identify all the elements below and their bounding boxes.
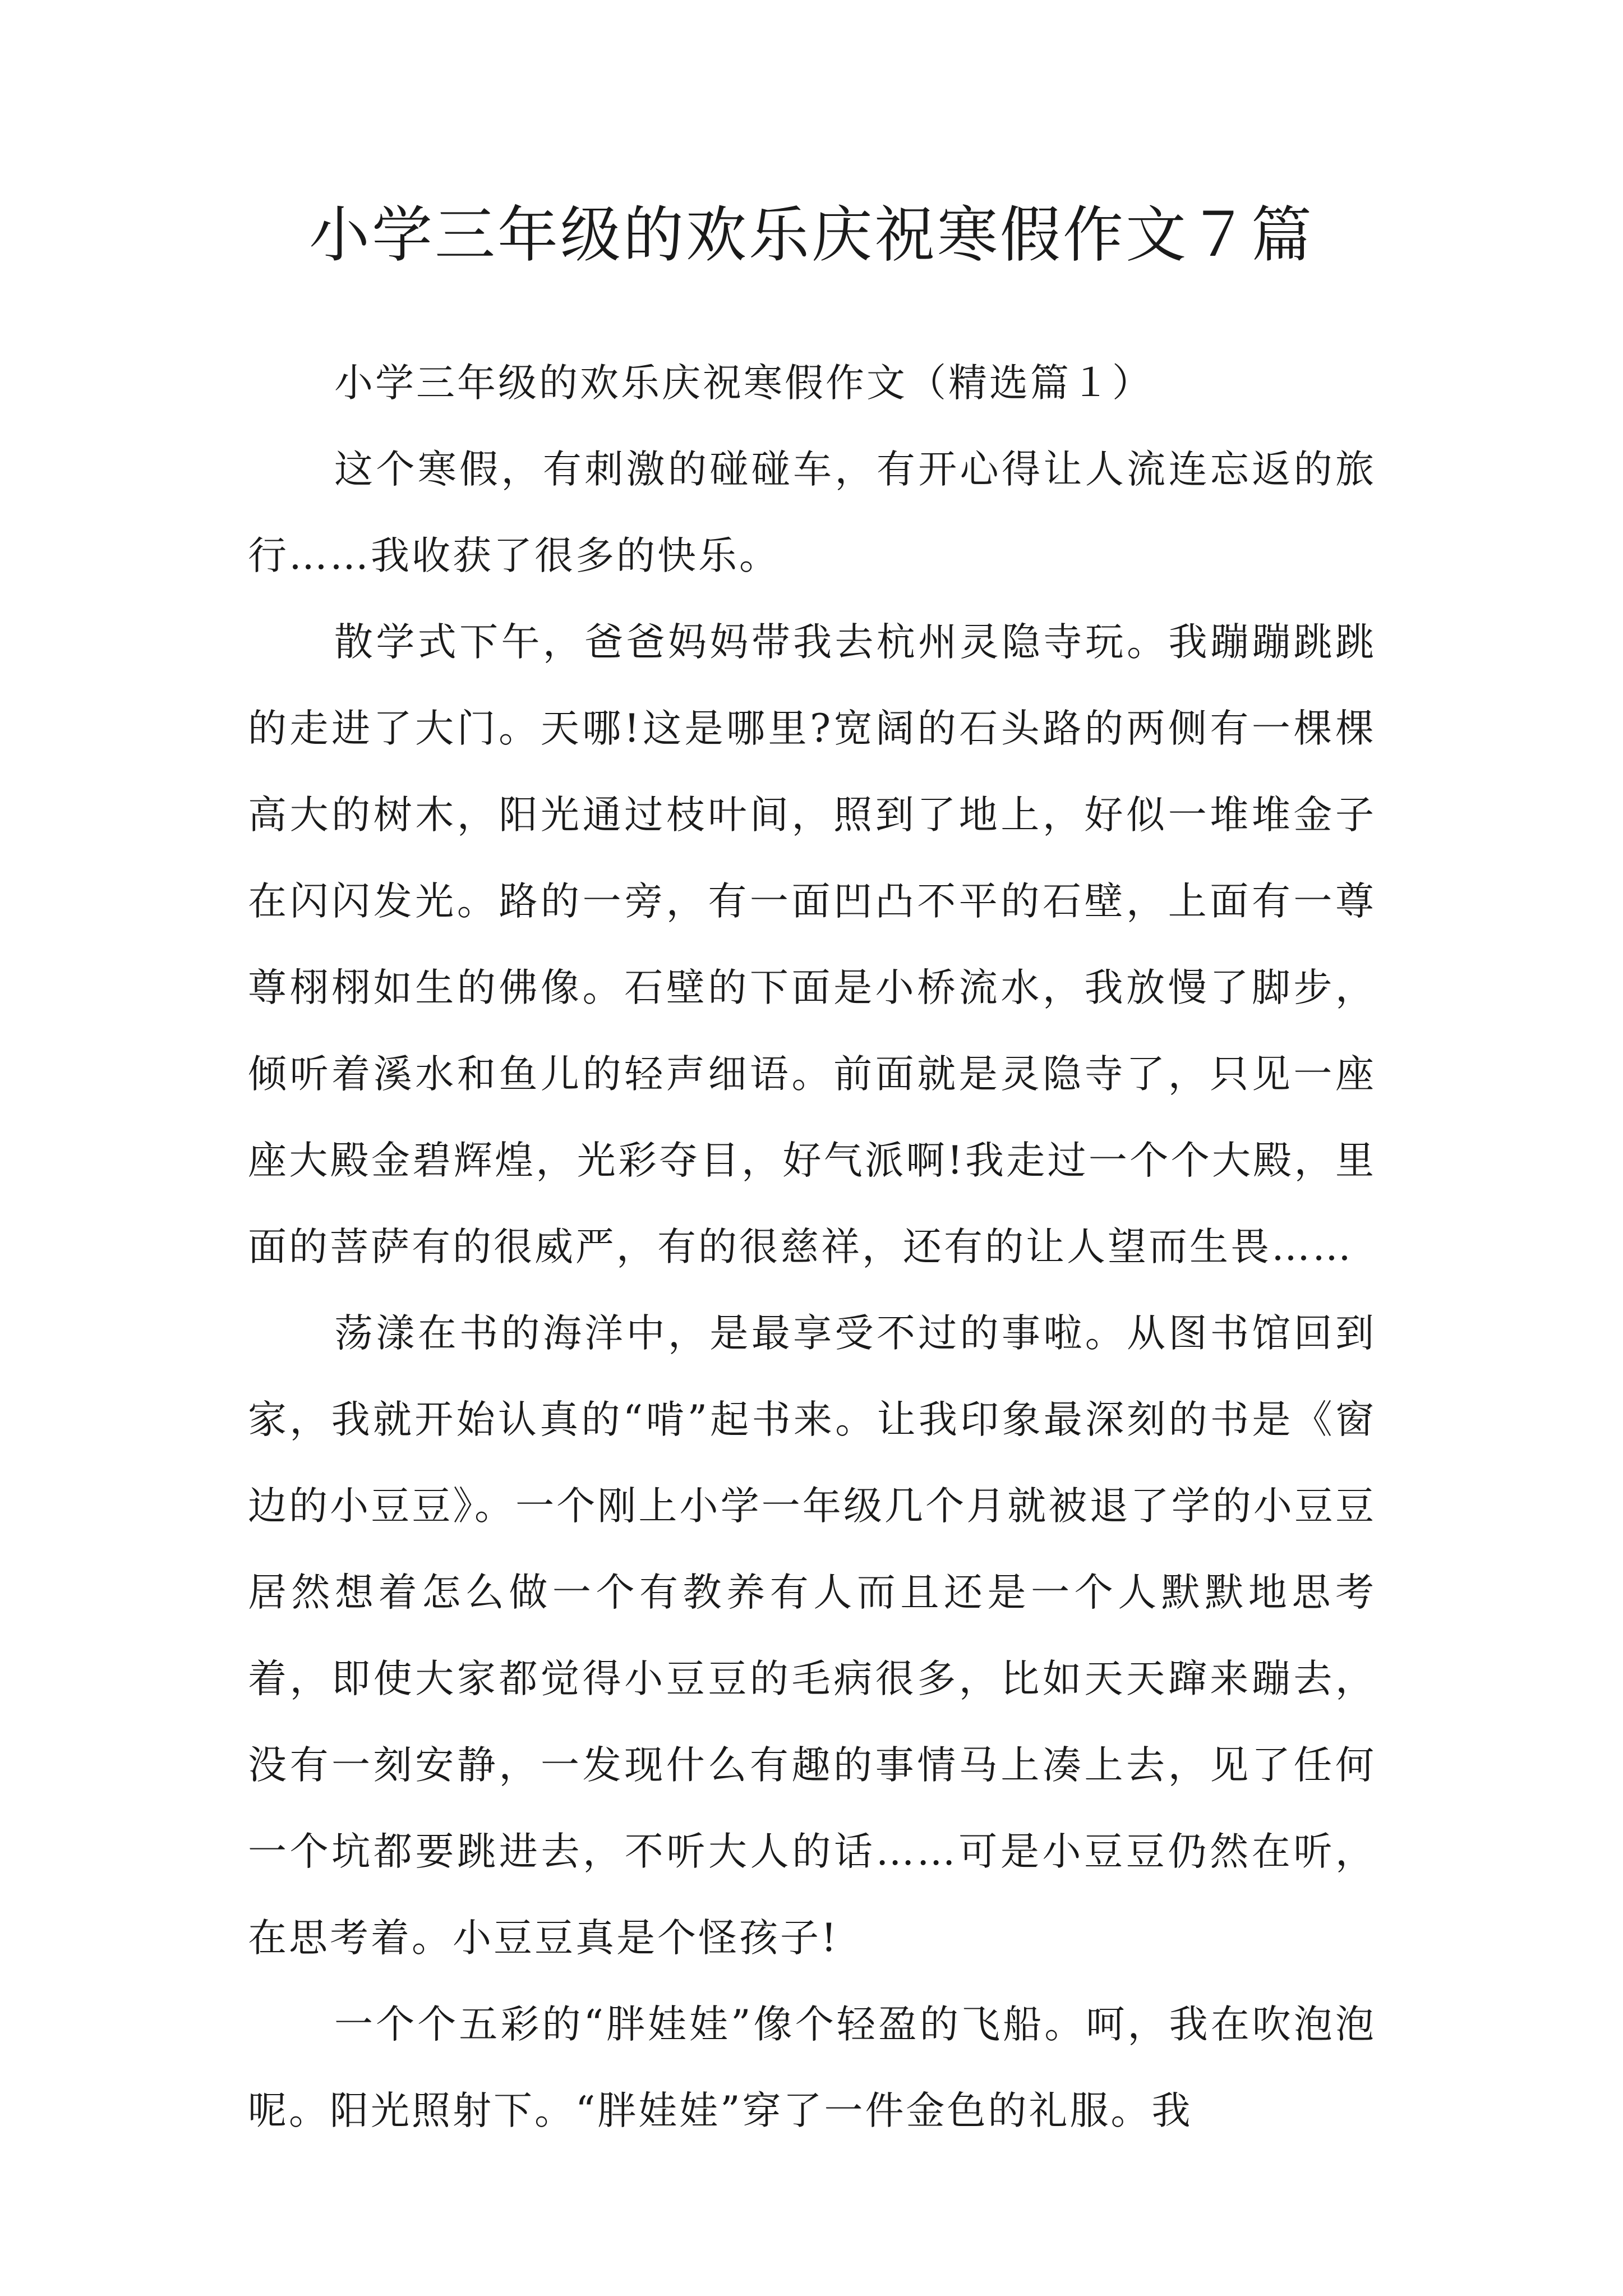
paragraph-heading: 小学三年级的欢乐庆祝寒假作文（精选篇１） [334,361,1153,406]
paragraph: 这个寒假，有刺激的碰碰车，有开心得让人流连忘返的旅行……我收获了很多的快乐。 [248,447,1376,578]
paragraph: 散学式下午，爸爸妈妈带我去杭州灵隐寺玩。我蹦蹦跳跳的走进了大门。天哪!这是哪里?宽阔的石头路的两侧有一棵棵高大的树木，阳光通过枝叶间，照到了地上，好似一堆堆金子在闪闪发光。路的一旁，有一面凹凸不平的石壁，上面有一尊尊栩栩如生的佛像。石壁的下面是小桥流水，我放慢了脚步，倾听着溪水和鱼儿的轻声细语。前面就是灵隐寺了，只见一座座大殿金碧辉煌，光彩夺目，好气派啊!我走过一个个大殿，里面的菩萨有的很威严，有的很慈祥，还有的让人望而生畏…… [248,620,1376,1269]
document-body [248,340,1376,2154]
paragraph: 荡漾在书的海洋中，是最享受不过的事啦。从图书馆回到家，我就开始认真的“啃”起书来。让我印象最深刻的书是《窗边的小豆豆》。一个刚上小学一年级几个月就被退了学的小豆豆居然想着怎么做一个有教养有人而且还是一个人默默地思考着，即使大家都觉得小豆豆的毛病很多，比如天天蹿来蹦去，没有一刻安静，一发现什么有趣的事情马上凑上去，见了任何一个坑都要跳进去，不听大人的话……可是小豆豆仍然在听，在思考着。小豆豆真是个怪孩子! [248,1311,1376,1961]
paragraph: 一个个五彩的“胖娃娃”像个轻盈的飞船。呵，我在吹泡泡呢。阳光照射下。“胖娃娃”穿了一件金色的礼服。我 [248,2002,1376,2133]
document-title: 小学三年级的欢乐庆祝寒假作文７篇 [308,200,1314,270]
